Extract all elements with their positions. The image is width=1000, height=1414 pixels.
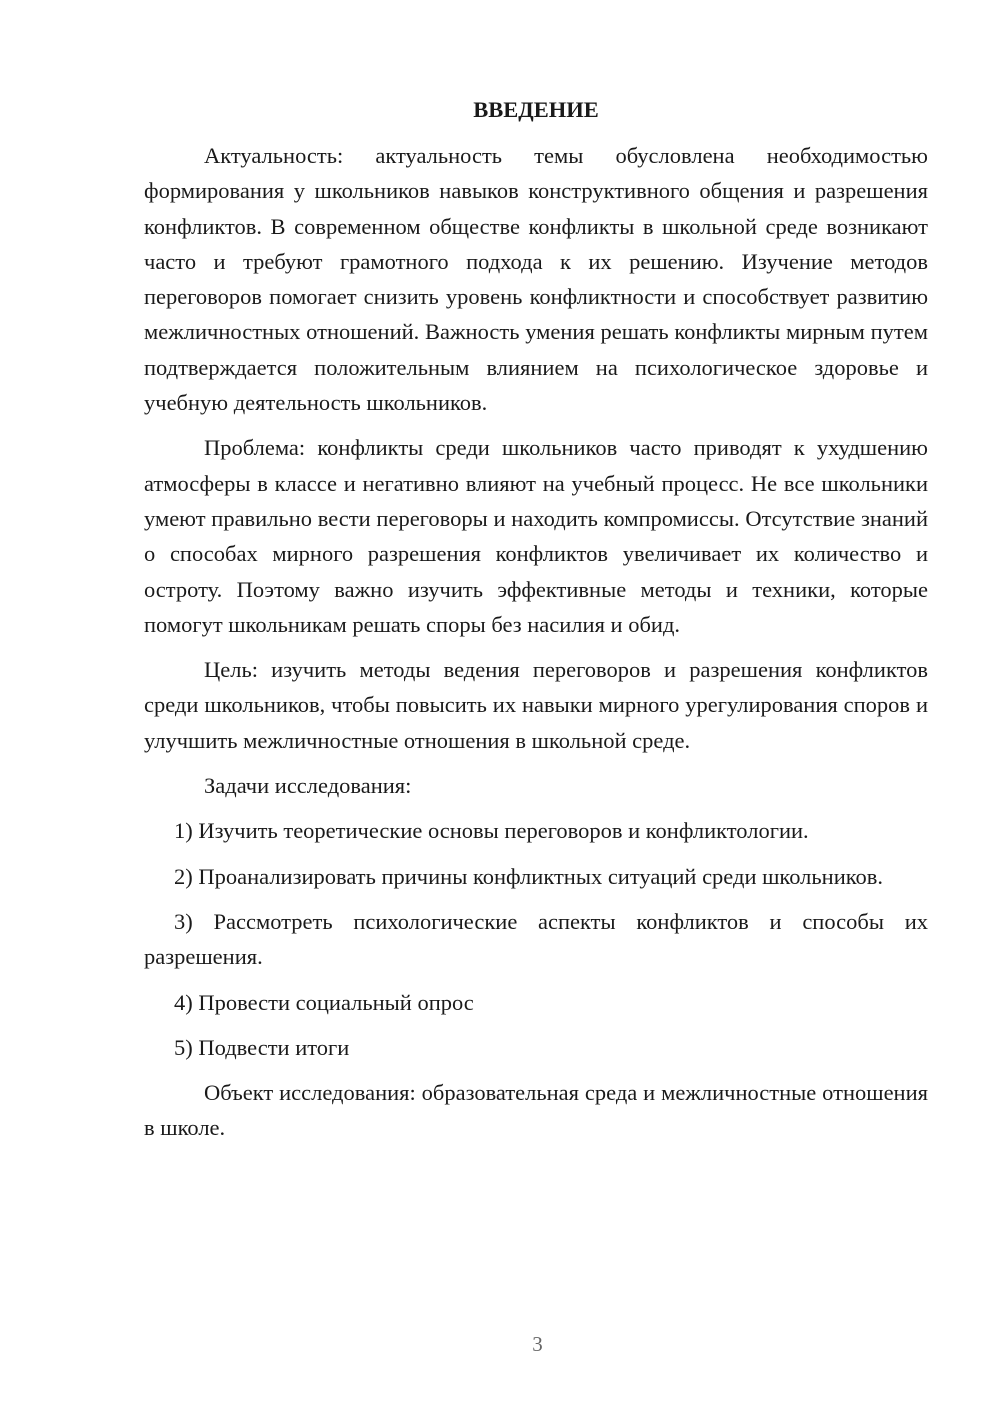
task-item-2: 2) Проанализировать причины конфликтных ситуаций среди школьников.	[174, 863, 884, 889]
task-item-4: 4) Провести социальный опрос	[174, 989, 474, 1015]
relevance-paragraph: Актуальность: актуальность темы обусловлена необходимостью формирования у школьников навыков конструктивного общения и разрешения конфликтов. В современном обществе конфликты в школьной среде возникают часто и требуют грамотного подхода к их решению. Изучение методов переговоров помогает снизить уровень конфликтности и способствует развитию межличностных отношений. Важность умения решать конфликты мирным путем подтверждается положительным влиянием на психологическое здоровье и учебную деятельность школьников.	[144, 143, 928, 416]
task-item-1: 1) Изучить теоретические основы переговоров и конфликтологии.	[174, 818, 809, 844]
page-number: 3	[532, 1332, 543, 1356]
task-item-5: 5) Подвести итоги	[174, 1034, 350, 1060]
object-paragraph: Объект исследования: образовательная среда и межличностные отношения в школе.	[144, 1080, 928, 1141]
tasks-heading: Задачи исследования:	[204, 773, 412, 799]
page-body	[144, 93, 928, 1156]
problem-paragraph: Проблема: конфликты среди школьников часто приводят к ухудшению атмосферы в классе и негативно влияют на учебный процесс. Не все школьники умеют правильно вести переговоры и находить компромиссы. Отсутствие знаний о способах мирного разрешения конфликтов увеличивает их количество и остроту. Поэтому важно изучить эффективные методы и техники, которые помогут школьникам решать споры без насилия и обид.	[144, 435, 928, 637]
tasks-list	[144, 813, 928, 1065]
goal-paragraph: Цель: изучить методы ведения переговоров и разрешения конфликтов среди школьников, чтобы повысить их навыки мирного урегулирования споров и улучшить межличностные отношения в школьной среде.	[144, 657, 928, 753]
task-item-3: 3) Рассмотреть психологические аспекты конфликтов и способы их разрешения.	[144, 908, 928, 970]
page-title: ВВЕДЕНИЕ	[473, 97, 599, 122]
